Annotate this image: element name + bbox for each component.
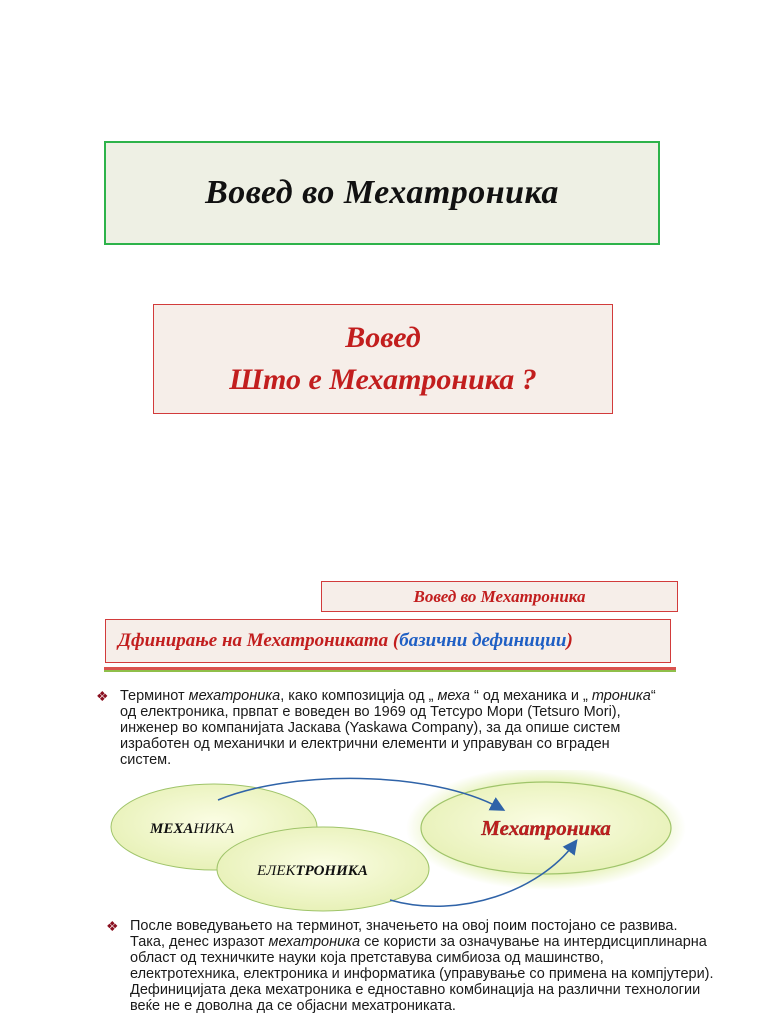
- mechatronics-label: Мехатроника: [481, 816, 611, 840]
- paragraph-2-part: После воведувањето на терминот, значењето на овој поим постојано се развива. Така, денес изразот: [130, 918, 678, 950]
- definition-heading: [118, 630, 573, 652]
- paragraph-2: [106, 918, 714, 1014]
- subtitle-box: [153, 304, 613, 414]
- slide-header-title: Вовед во Мехатроника: [413, 586, 586, 606]
- divider-green: [104, 670, 676, 672]
- paragraph-2-part: се користи за означување на интердисциплинарна област од техничките науки која претставува симбиоза од машинство, електротехника, електроника и информатика (управување со примена на компјутери). Дефиницијата дека мехатроника е едноставно комбинација на различни технологии веќе не е доволна да се објасни мехатрониката.: [130, 934, 714, 1014]
- title-box: [104, 141, 660, 245]
- definition-text: Дфинирање на Мехатрониката (: [118, 630, 400, 651]
- mechanics-label: МЕХАНИКА: [150, 821, 235, 837]
- term-italic: меха: [437, 688, 470, 704]
- definition-box: [105, 619, 671, 663]
- paragraph-2-text: [130, 918, 714, 1014]
- definition-basic-text: базични дефиниции: [399, 630, 567, 651]
- term-italic: троника: [591, 688, 651, 704]
- paragraph-1-part: , како композиција од „: [280, 688, 438, 704]
- paragraph-1-part: Терминот: [120, 688, 189, 704]
- subtitle-line-2: Што е Мехатроника ?: [229, 363, 537, 396]
- definition-close-paren: ): [566, 630, 573, 651]
- page-title: Вовед во Мехатроника: [205, 174, 559, 211]
- paragraph-1: [96, 688, 656, 768]
- diamond-bullet-icon: ❖: [106, 918, 119, 934]
- mechatronics-diagram: [100, 770, 700, 920]
- paragraph-1-part: “ од електроника, првпат е воведен во 1969 од Тетсуро Мори (Tetsuro Mori), инженер во компанијата Јаскава (Yaskawa Company), за да опише систем изработен од механички и електрични елементи и управуван со вграден систем.: [120, 688, 656, 768]
- paragraph-1-part: “ од механика и „: [469, 688, 592, 704]
- subtitle-line-1: Вовед: [345, 321, 421, 354]
- diamond-bullet-icon: ❖: [96, 688, 109, 704]
- term-italic: мехатроника: [268, 934, 361, 950]
- paragraph-1-text: [120, 688, 656, 768]
- electronics-label: ЕЛЕКТРОНИКА: [257, 863, 368, 879]
- term-italic: мехатроника: [188, 688, 281, 704]
- slide-header-box: [321, 581, 678, 612]
